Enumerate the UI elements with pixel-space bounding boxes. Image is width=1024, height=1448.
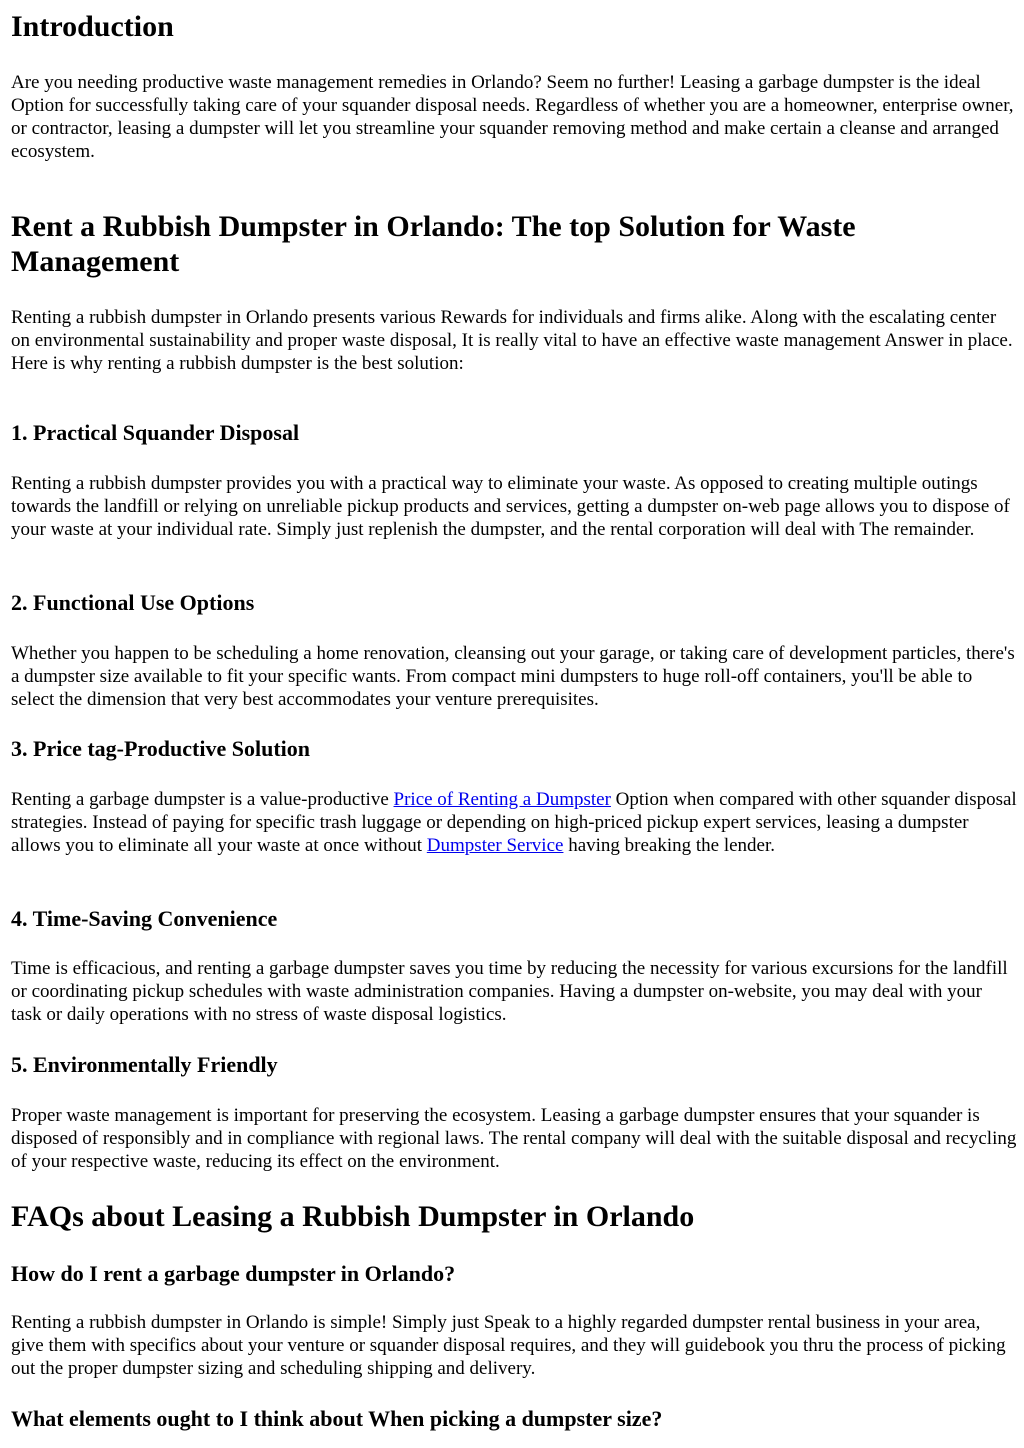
dumpster-service-link[interactable]: Dumpster Service <box>426 835 564 856</box>
main-paragraph: Renting a rubbish dumpster in Orlando presents various Rewards for individuals and firms alike. Along with the escalating center on environmental sustainability and proper waste disposal, It is really vital to have an effective waste management Answer in place. Here is why renting a rubbish dumpster is the best solution: <box>11 307 1013 374</box>
section-paragraph-time-saving: Time is efficacious, and renting a garbage dumpster saves you time by reducing the necessity for various excursions for the landfill or coordinating pickup schedules with waste administration companies. Having a dumpster on-website, you may deal with your task or daily operations with no stress of waste disposal logistics. <box>11 958 1008 1025</box>
faq-question-how-to-rent: How do I rent a garbage dumpster in Orlando? <box>11 1261 456 1286</box>
section-heading-cost-solution: 3. Price tag-Productive Solution <box>11 736 310 761</box>
section-heading-practical-disposal: 1. Practical Squander Disposal <box>11 420 300 445</box>
section-paragraph-cost-solution <box>11 788 1017 857</box>
section-paragraph-environment: Proper waste management is important for preserving the ecosystem. Leasing a garbage dumpster ensures that your squander is disposed of responsibly and in compliance with regional laws. The rental company will deal with the suitable disposal and recycling of your respective waste, reducing its effect on the environment. <box>11 1105 1017 1172</box>
cost-text-part-3: having breaking the lender. <box>563 835 776 856</box>
section-heading-time-saving: 4. Time-Saving Convenience <box>11 906 278 931</box>
main-heading: Rent a Rubbish Dumpster in Orlando: The top Solution for Waste Management <box>11 210 856 278</box>
faq-answer-how-to-rent: Renting a rubbish dumpster in Orlando is simple! Simply just Speak to a highly regarded dumpster rental business in your area, give them with specifics about your venture or squander disposal requires, and they will guidebook you thru the process of picking out the proper dumpster sizing and scheduling shipping and delivery. <box>11 1312 1006 1379</box>
cost-text-part-2: Option when compared with other squander disposal strategies. Instead of paying for specific trash luggage or depending on high-priced pickup expert services, leasing a dumpster allows you to eliminate all your waste at once without <box>11 789 1017 856</box>
section-paragraph-practical-disposal: Renting a rubbish dumpster provides you with a practical way to eliminate your waste. As opposed to creating multiple outings towards the landfill or relying on unreliable pickup products and services, getting a dumpster on-web page allows you to dispose of your waste at your individual rate. Simply just replenish the dumpster, and the rental corporation will deal with The remainder. <box>11 473 1010 540</box>
price-of-renting-link[interactable]: Price of Renting a Dumpster <box>393 789 611 810</box>
faq-heading: FAQs about Leasing a Rubbish Dumpster in Orlando <box>11 1200 695 1233</box>
section-heading-use-options: 2. Functional Use Options <box>11 590 255 615</box>
cost-text-part-1: Renting a garbage dumpster is a value-productive <box>11 789 394 810</box>
intro-paragraph: Are you needing productive waste management remedies in Orlando? Seem no further! Leasing a garbage dumpster is the ideal Option for successfully taking care of your squander disposal needs. Regardless of whether you are a homeowner, enterprise owner, or contractor, leasing a dumpster will let you streamline your squander removing method and make certain a cleanse and arranged ecosystem. <box>11 72 1014 162</box>
section-heading-environment: 5. Environmentally Friendly <box>11 1052 278 1077</box>
faq-question-dumpster-size: What elements ought to I think about When picking a dumpster size? <box>11 1406 663 1431</box>
section-paragraph-use-options: Whether you happen to be scheduling a home renovation, cleansing out your garage, or taking care of development particles, there's a dumpster size available to fit your specific wants. From compact mini dumpsters to huge roll-off containers, you'll be able to select the dimension that very best accommodates your venture prerequisites. <box>11 643 1015 710</box>
intro-heading: Introduction <box>11 10 174 43</box>
